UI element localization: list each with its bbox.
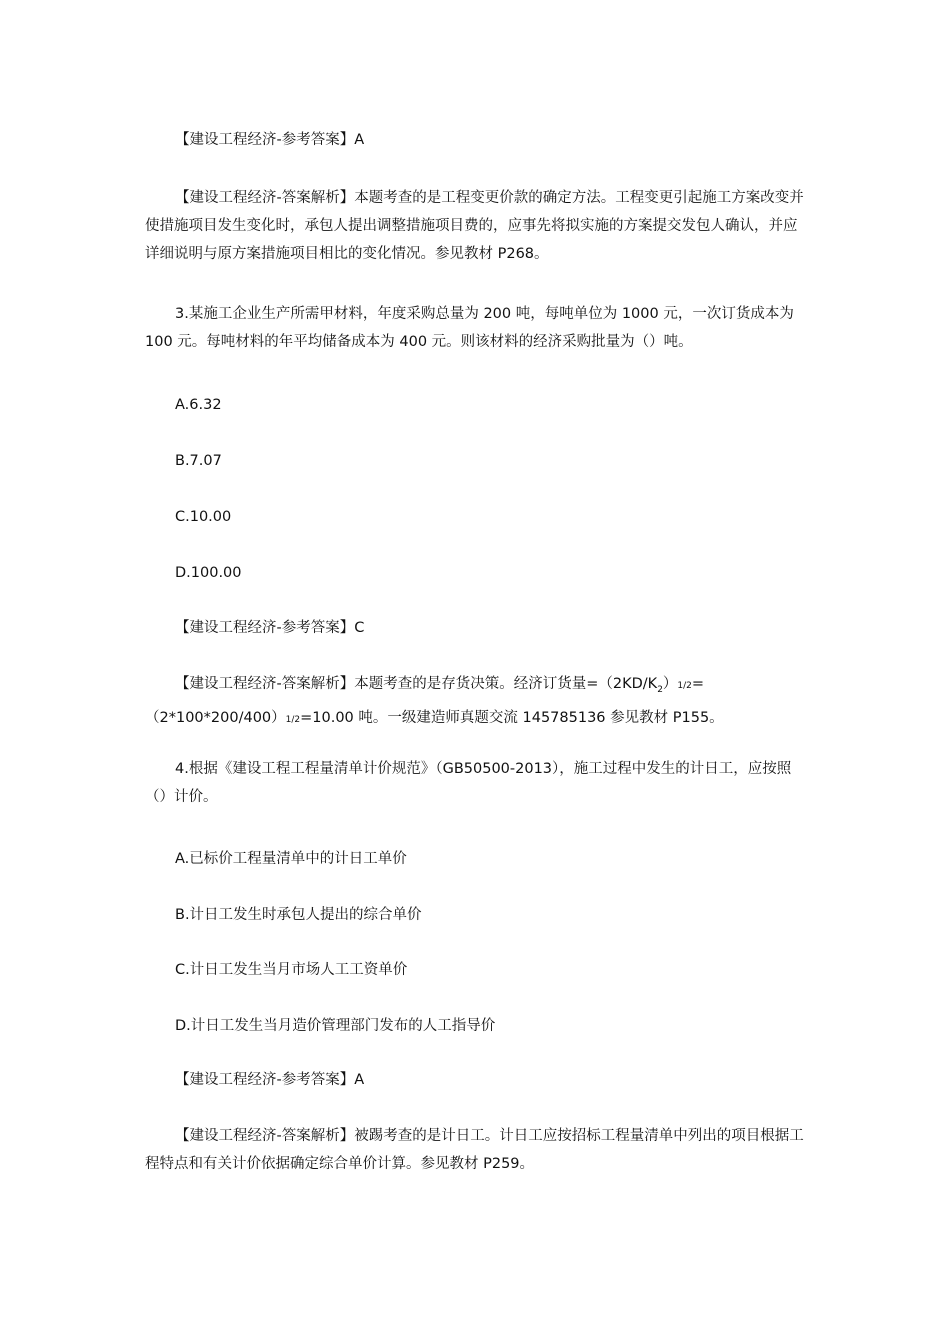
q4-option-d: D.计日工发生当月造价管理部门发布的人工指导价 <box>175 1018 496 1034</box>
q3-analysis-part1: 【建设工程经济-答案解析】本题考查的是存货决策。经济订货量=（2KD/K <box>175 676 658 692</box>
q2-answer: 【建设工程经济-参考答案】A <box>175 132 365 148</box>
q3-answer: 【建设工程经济-参考答案】C <box>175 620 365 636</box>
q3-option-c: C.10.00 <box>175 509 232 525</box>
q4-option-b: B.计日工发生时承包人提出的综合单价 <box>175 907 422 923</box>
q3-analysis-part2: ） <box>662 676 678 692</box>
q3-stem: 3.某施工企业生产所需甲材料，年度采购总量为 200 吨，每吨单位为 1000 元，一次订货成本为 100 元。每吨材料的年平均储备成本为 400 元。则该材料的经济采购批量为（）吨。 <box>145 306 794 350</box>
q4-option-a: A.已标价工程量清单中的计日工单价 <box>175 851 407 867</box>
q2-analysis: 【建设工程经济-答案解析】本题考查的是工程变更价款的确定方法。工程变更引起施工方案改变并使措施项目发生变化时，承包人提出调整措施项目费的，应事先将拟实施的方案提交发包人确认，并应详细说明与原方案措施项目相比的变化情况。参见教材 P268。 <box>145 190 804 262</box>
q3-option-a: A.6.32 <box>175 397 222 413</box>
q3-analysis-part3: =（2*100*200/400） <box>145 676 705 726</box>
q4-stem: 4.根据《建设工程工程量清单计价规范》（GB50500-2013），施工过程中发生的计日工，应按照（）计价。 <box>145 761 792 805</box>
q3-option-b: B.7.07 <box>175 453 222 469</box>
q3-analysis-subscript: 2 <box>657 684 663 695</box>
q4-answer: 【建设工程经济-参考答案】A <box>175 1072 365 1088</box>
q4-option-c: C.计日工发生当月市场人工工资单价 <box>175 962 408 978</box>
q3-analysis <box>145 670 810 734</box>
q3-analysis-part4: =10.00 吨。一级建造师真题交流 145785136 参见教材 P155。 <box>300 709 724 726</box>
q3-analysis-exponent-1: 1/2 <box>677 681 692 691</box>
q4-analysis: 【建设工程经济-答案解析】被踢考查的是计日工。计日工应按招标工程量清单中列出的项目根据工程特点和有关计价依据确定综合单价计算。参见教材 P259。 <box>145 1128 804 1172</box>
q3-analysis-exponent-2: 1/2 <box>285 714 301 725</box>
q3-option-d: D.100.00 <box>175 565 242 581</box>
